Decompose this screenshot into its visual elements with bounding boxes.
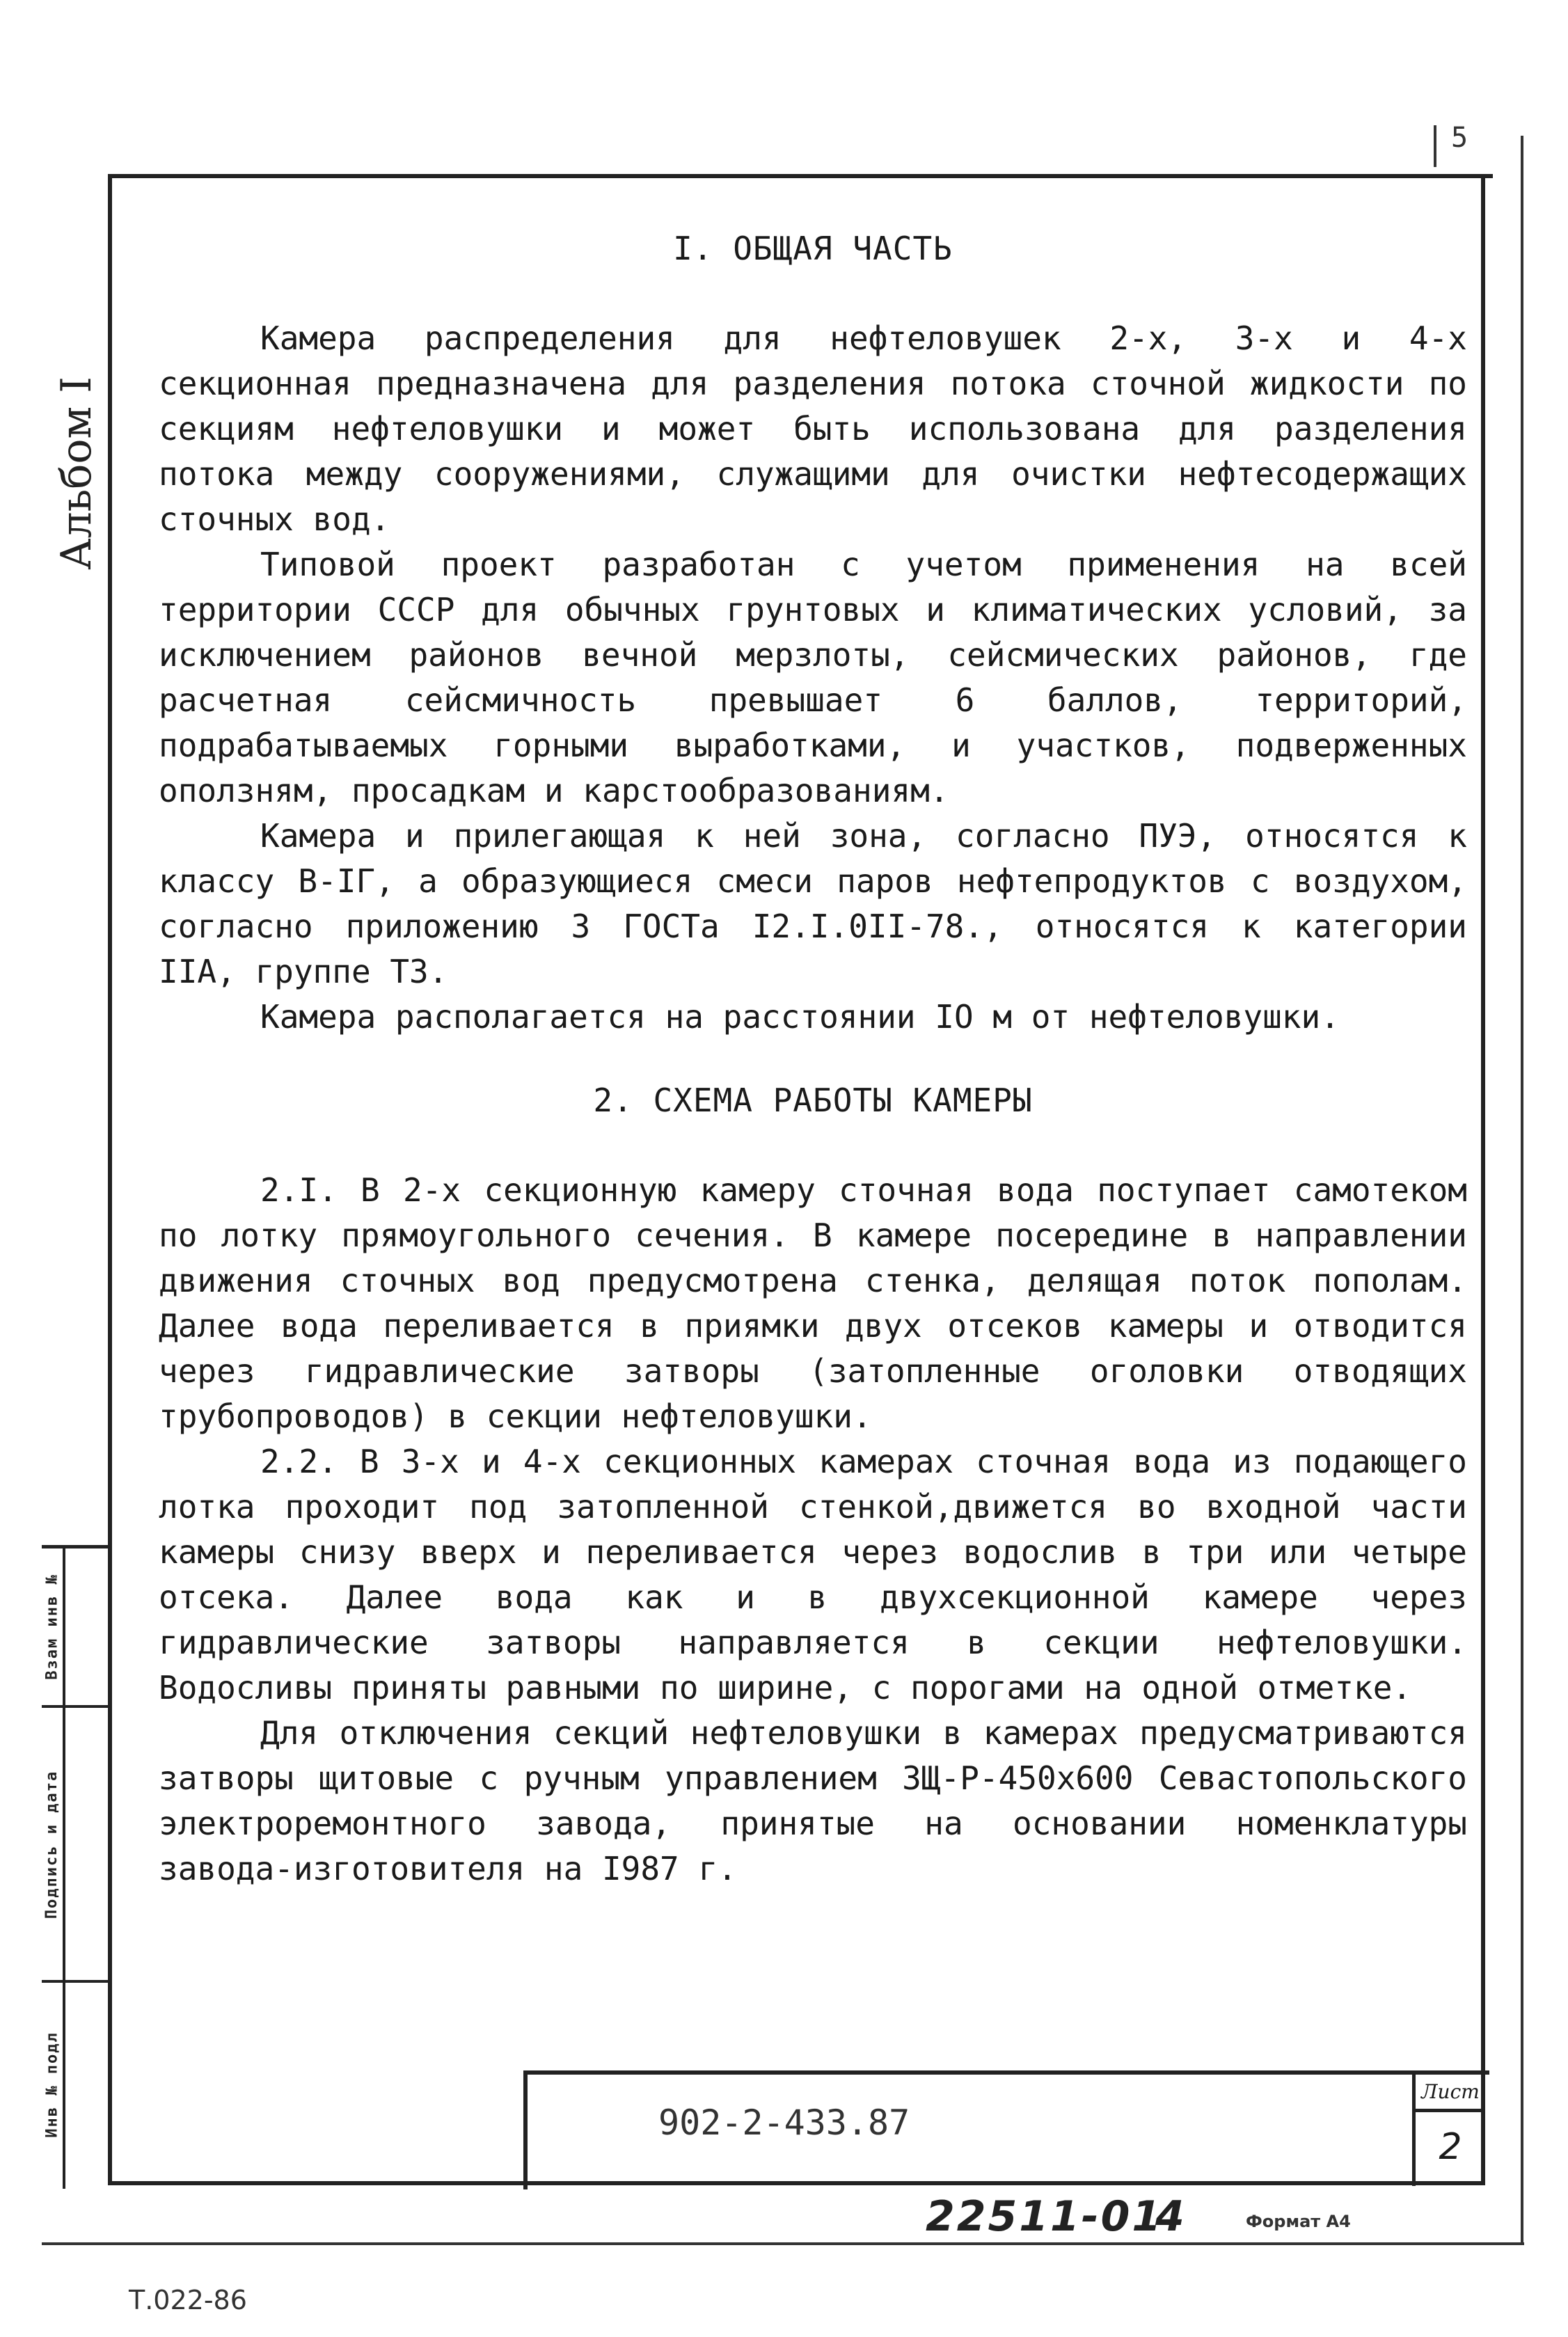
inventory-number: 22511-01 xyxy=(926,2192,1164,2241)
sheet-number: 2 xyxy=(1439,2126,1462,2168)
paragraph: Камера располагается на расстоянии IO м от нефтеловушки. xyxy=(260,998,1340,1036)
paragraph: Типовой проект разработан с учетом применения на всей территории СССР для обычных грунтовых и климатических условий, за исключением районов вечной мерзлоты, сейсмических районов, где расчетная сейсмичность превышает 6 баллов, территорий, подрабатываемых горными выработками, и участков, подверженных оползням, просадкам и карстообразованиям. xyxy=(159,546,1467,809)
side-stamp-separator xyxy=(42,1705,108,1708)
paragraph: Для отключения секций нефтеловушки в камерах предусматриваются затворы щитовые с ручным управлением ЗЩ-Р-450х600 Севастопольского электроремонтного завода, принятые на основании номенклатуры завода-изготовителя на I987 г. xyxy=(159,1714,1467,1887)
section-2-title: 2. СХЕМА РАБОТЫ КАМЕРЫ xyxy=(593,1082,1033,1119)
paragraph: Камера и прилегающая к ней зона, согласно ПУЭ, относятся к классу В-IГ, а образующиеся смеси паров нефтепродуктов с воздухом, согласно приложению 3 ГОСТа I2.I.0II-78., относятся к категории IIА, группе ТЗ. xyxy=(159,817,1467,990)
inventory-suffix: 4 xyxy=(1155,2192,1185,2241)
side-stamp-separator xyxy=(42,1980,108,1983)
title-block xyxy=(523,2070,1489,2189)
outer-bottom-border xyxy=(42,2242,1524,2245)
side-stamp-text: Инв № подл xyxy=(43,2031,61,2138)
album-label-text: Альбом I xyxy=(52,377,102,570)
album-label xyxy=(35,362,118,585)
side-stamp xyxy=(42,1545,108,2189)
document-code: 902-2-433.87 xyxy=(658,2102,910,2143)
side-stamp-cell xyxy=(42,1983,63,2185)
paragraph: 2.I. В 2-х секционную камеру сточная вода поступает самотеком по лотку прямоугольного сечения. В камере посередине в направлении движения сточных вод предусмотрена стенка, делящая поток пополам. Далее вода переливается в приямки двух отсеков камеры и отводится через гидравлические затворы (затопленные оголовки отводящих трубопроводов) в секции нефтеловушки. xyxy=(159,1171,1467,1435)
frame-top-border xyxy=(108,174,1493,178)
outer-right-border xyxy=(1521,136,1523,2244)
side-stamp-divider xyxy=(63,1548,65,2189)
side-stamp-cell xyxy=(42,1548,63,1705)
template-code: Т.022-86 xyxy=(129,2285,247,2315)
corner-tick xyxy=(1434,125,1436,167)
paragraph: 2.2. В 3-х и 4-х секционных камерах сточная вода из подающего лотка проходит под затопленной стенкой,движется во входной части камеры снизу вверх и переливается через водослив в три или четыре отсека. Далее вода как и в двухсекционной камере через гидравлические затворы направляется в секции нефтеловушки. Водосливы приняты равными по ширине, с порогами на одной отметке. xyxy=(159,1443,1467,1706)
document-body xyxy=(159,230,1467,1892)
page-mark: 5 xyxy=(1451,122,1468,154)
frame-right-border xyxy=(1481,174,1485,2185)
paragraph: Камера распределения для нефтеловушек 2-х, 3-х и 4-х секционная предназначена для разделения потока сточной жидкости по секциям нефтеловушки и может быть использована для разделения потока между сооружениями, служащими для очистки нефтесодержащих сточных вод. xyxy=(159,319,1467,538)
side-stamp-cell xyxy=(42,1709,63,1980)
side-stamp-text: Взам инв № xyxy=(43,1574,61,1680)
format-label: Формат А4 xyxy=(1246,2212,1351,2231)
section-1-title: I. ОБЩАЯ ЧАСТЬ xyxy=(673,230,953,267)
sheet-label: Лист xyxy=(1416,2080,1485,2112)
sheet-box xyxy=(1412,2075,1485,2186)
side-stamp-text: Подпись и дата xyxy=(43,1770,61,1919)
